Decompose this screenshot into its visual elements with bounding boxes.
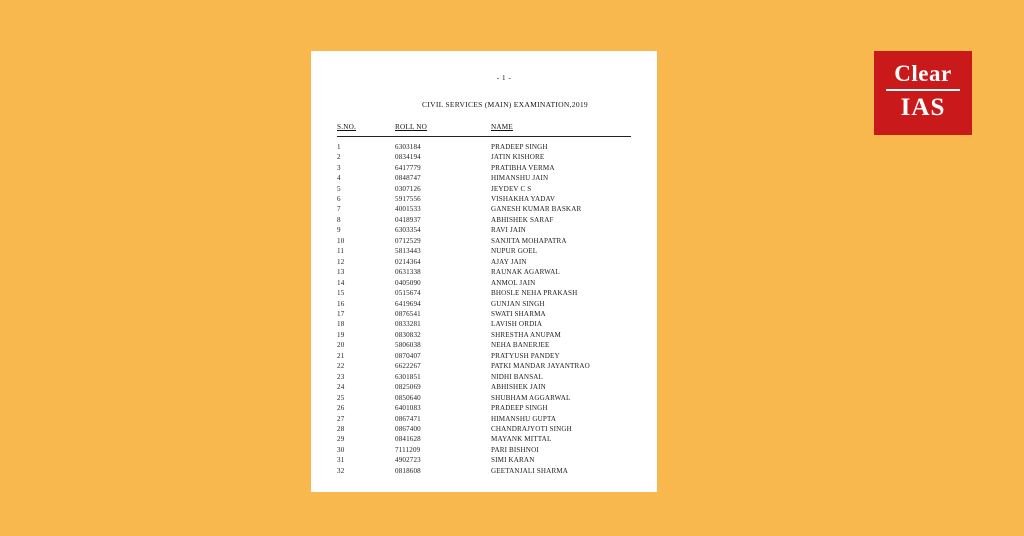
cell-name: PRADEEP SINGH bbox=[491, 142, 548, 151]
table-row bbox=[337, 215, 631, 225]
table-row bbox=[337, 205, 631, 215]
cell-roll-no: 0818608 bbox=[395, 466, 421, 475]
cell-name: NUPUR GOEL bbox=[491, 247, 538, 256]
cell-roll-no: 0307126 bbox=[395, 184, 421, 193]
cell-sno: 12 bbox=[337, 257, 345, 266]
cell-sno: 29 bbox=[337, 435, 345, 444]
cell-name: BHOSLE NEHA PRAKASH bbox=[491, 289, 578, 298]
cell-name: ANMOL JAIN bbox=[491, 278, 536, 287]
table-row bbox=[337, 393, 631, 403]
cell-sno: 21 bbox=[337, 351, 345, 360]
cell-roll-no: 5813443 bbox=[395, 247, 421, 256]
table-row bbox=[337, 372, 631, 382]
cell-sno: 10 bbox=[337, 236, 345, 245]
document-page bbox=[311, 51, 657, 492]
cell-name: JEYDEV C S bbox=[491, 184, 532, 193]
cell-sno: 26 bbox=[337, 404, 345, 413]
cell-roll-no: 4902723 bbox=[395, 456, 421, 465]
cell-roll-no: 0876541 bbox=[395, 309, 421, 318]
column-header-name bbox=[491, 123, 631, 134]
cell-sno: 23 bbox=[337, 372, 345, 381]
column-header-sno-label: S.NO. bbox=[337, 123, 356, 131]
cell-name: GUNJAN SINGH bbox=[491, 299, 545, 308]
cell-name: AJAY JAIN bbox=[491, 257, 527, 266]
cell-roll-no: 6401083 bbox=[395, 404, 421, 413]
cell-sno: 2 bbox=[337, 153, 341, 162]
cell-name: PARI BISHNOI bbox=[491, 445, 539, 454]
cell-roll-no: 0418937 bbox=[395, 215, 421, 224]
cell-name: CHANDRAJYOTI SINGH bbox=[491, 424, 572, 433]
cell-roll-no: 6419694 bbox=[395, 299, 421, 308]
cell-sno: 32 bbox=[337, 466, 345, 475]
cell-roll-no: 0405090 bbox=[395, 278, 421, 287]
clearias-logo bbox=[874, 51, 972, 135]
cell-roll-no: 0834194 bbox=[395, 153, 421, 162]
table-row bbox=[337, 341, 631, 351]
cell-sno: 16 bbox=[337, 299, 345, 308]
document-title: CIVIL SERVICES (MAIN) EXAMINATION,2019 bbox=[422, 100, 588, 109]
column-header-roll bbox=[395, 123, 491, 134]
cell-sno: 14 bbox=[337, 278, 345, 287]
cell-sno: 8 bbox=[337, 215, 341, 224]
table-row bbox=[337, 383, 631, 393]
cell-sno: 27 bbox=[337, 414, 345, 423]
table-row bbox=[337, 278, 631, 288]
table-row bbox=[337, 174, 631, 184]
cell-sno: 1 bbox=[337, 142, 341, 151]
cell-sno: 17 bbox=[337, 309, 345, 318]
cell-sno: 3 bbox=[337, 163, 341, 172]
table-row bbox=[337, 445, 631, 455]
cell-sno: 6 bbox=[337, 195, 341, 203]
cell-sno: 18 bbox=[337, 320, 345, 329]
cell-roll-no: 0214364 bbox=[395, 257, 421, 266]
table-row bbox=[337, 435, 631, 445]
cell-sno: 30 bbox=[337, 445, 345, 454]
table-row bbox=[337, 424, 631, 434]
cell-name: PRADEEP SINGH bbox=[491, 404, 548, 413]
logo-line-ias: IAS bbox=[900, 93, 946, 121]
table-row bbox=[337, 404, 631, 414]
cell-name: NIDHI BANSAL bbox=[491, 372, 544, 381]
cell-name: RAVI JAIN bbox=[491, 226, 526, 235]
cell-name: VISHAKHA YADAV bbox=[491, 195, 556, 203]
cell-name: RAUNAK AGARWAL bbox=[491, 268, 560, 277]
cell-roll-no: 0848747 bbox=[395, 174, 421, 183]
table-row bbox=[337, 268, 631, 278]
cell-sno: 5 bbox=[337, 184, 341, 193]
cell-name: SHRESTHA ANUPAM bbox=[491, 330, 561, 339]
cell-sno: 11 bbox=[337, 247, 345, 256]
cell-sno: 20 bbox=[337, 341, 345, 350]
cell-name: SANJITA MOHAPATRA bbox=[491, 236, 567, 245]
cell-name: MAYANK MITTAL bbox=[491, 435, 552, 444]
table-body bbox=[337, 142, 631, 477]
cell-roll-no: 0850640 bbox=[395, 393, 421, 402]
table-row bbox=[337, 194, 631, 204]
cell-sno: 15 bbox=[337, 289, 345, 298]
table-row bbox=[337, 236, 631, 246]
cell-name: ABHISHEK SARAF bbox=[491, 215, 554, 224]
cell-name: SHUBHAM AGGARWAL bbox=[491, 393, 571, 402]
cell-name: SWATI SHARMA bbox=[491, 309, 546, 318]
cell-sno: 24 bbox=[337, 383, 345, 392]
page-number: - 1 - bbox=[496, 73, 512, 82]
cell-sno: 25 bbox=[337, 393, 345, 402]
cell-roll-no: 6417779 bbox=[395, 163, 421, 172]
table-row bbox=[337, 184, 631, 194]
cell-name: SIMI KARAN bbox=[491, 456, 535, 465]
table-row bbox=[337, 456, 631, 466]
table-row bbox=[337, 247, 631, 257]
cell-sno: 13 bbox=[337, 268, 345, 277]
cell-sno: 9 bbox=[337, 226, 341, 235]
table-row bbox=[337, 330, 631, 340]
table-row bbox=[337, 226, 631, 236]
table-row bbox=[337, 289, 631, 299]
cell-name: HIMANSHU GUPTA bbox=[491, 414, 557, 423]
cell-roll-no: 5917556 bbox=[395, 195, 421, 203]
table-row bbox=[337, 362, 631, 372]
cell-roll-no: 6303354 bbox=[395, 226, 421, 235]
cell-roll-no: 0515674 bbox=[395, 289, 421, 298]
cell-roll-no: 0631338 bbox=[395, 268, 421, 277]
cell-name: JATIN KISHORE bbox=[491, 153, 545, 162]
table-row bbox=[337, 414, 631, 424]
cell-roll-no: 0870407 bbox=[395, 351, 421, 360]
cell-name: PRATIBHA VERMA bbox=[491, 163, 555, 172]
table-row bbox=[337, 309, 631, 319]
cell-name: ABHISHEK JAIN bbox=[491, 383, 546, 392]
cell-roll-no: 6303184 bbox=[395, 142, 421, 151]
cell-roll-no: 0867471 bbox=[395, 414, 421, 423]
table-row bbox=[337, 299, 631, 309]
table-row bbox=[337, 466, 631, 476]
column-header-roll-label: ROLL NO bbox=[395, 123, 428, 131]
cell-roll-no: 7111209 bbox=[395, 445, 421, 454]
cell-name: GEETANJALI SHARMA bbox=[491, 466, 569, 475]
cell-sno: 4 bbox=[337, 174, 341, 183]
cell-name: NEHA BANERJEE bbox=[491, 341, 550, 350]
cell-name: PRATYUSH PANDEY bbox=[491, 351, 560, 360]
cell-roll-no: 6301851 bbox=[395, 372, 421, 381]
cell-name: GANESH KUMAR BASKAR bbox=[491, 205, 582, 214]
table-row bbox=[337, 257, 631, 267]
cell-roll-no: 0825069 bbox=[395, 383, 421, 392]
cell-roll-no: 0830832 bbox=[395, 330, 421, 339]
table-row bbox=[337, 163, 631, 173]
cell-sno: 19 bbox=[337, 330, 345, 339]
cell-roll-no: 0867400 bbox=[395, 424, 421, 433]
table-row bbox=[337, 142, 631, 152]
cell-name: HIMANSHU JAIN bbox=[491, 174, 549, 183]
cell-roll-no: 5806038 bbox=[395, 341, 421, 350]
logo-divider bbox=[886, 89, 960, 91]
table-row bbox=[337, 320, 631, 330]
table-row bbox=[337, 153, 631, 163]
cell-name: PATKI MANDAR JAYANTRAO bbox=[491, 362, 590, 371]
results-table bbox=[337, 123, 631, 477]
cell-name: LAVISH ORDIA bbox=[491, 320, 543, 329]
cell-roll-no: 0833281 bbox=[395, 320, 421, 329]
logo-line-clear: Clear bbox=[894, 61, 952, 86]
cell-roll-no: 0712529 bbox=[395, 236, 421, 245]
cell-sno: 31 bbox=[337, 456, 345, 465]
table-row bbox=[337, 351, 631, 361]
column-header-sno bbox=[337, 123, 395, 134]
table-header-row bbox=[337, 123, 631, 134]
cell-sno: 7 bbox=[337, 205, 341, 214]
column-header-name-label: NAME bbox=[491, 123, 513, 131]
cell-sno: 22 bbox=[337, 362, 345, 371]
cell-roll-no: 4001533 bbox=[395, 205, 421, 214]
cell-roll-no: 0841628 bbox=[395, 435, 421, 444]
cell-sno: 28 bbox=[337, 424, 345, 433]
cell-roll-no: 6622267 bbox=[395, 362, 421, 371]
